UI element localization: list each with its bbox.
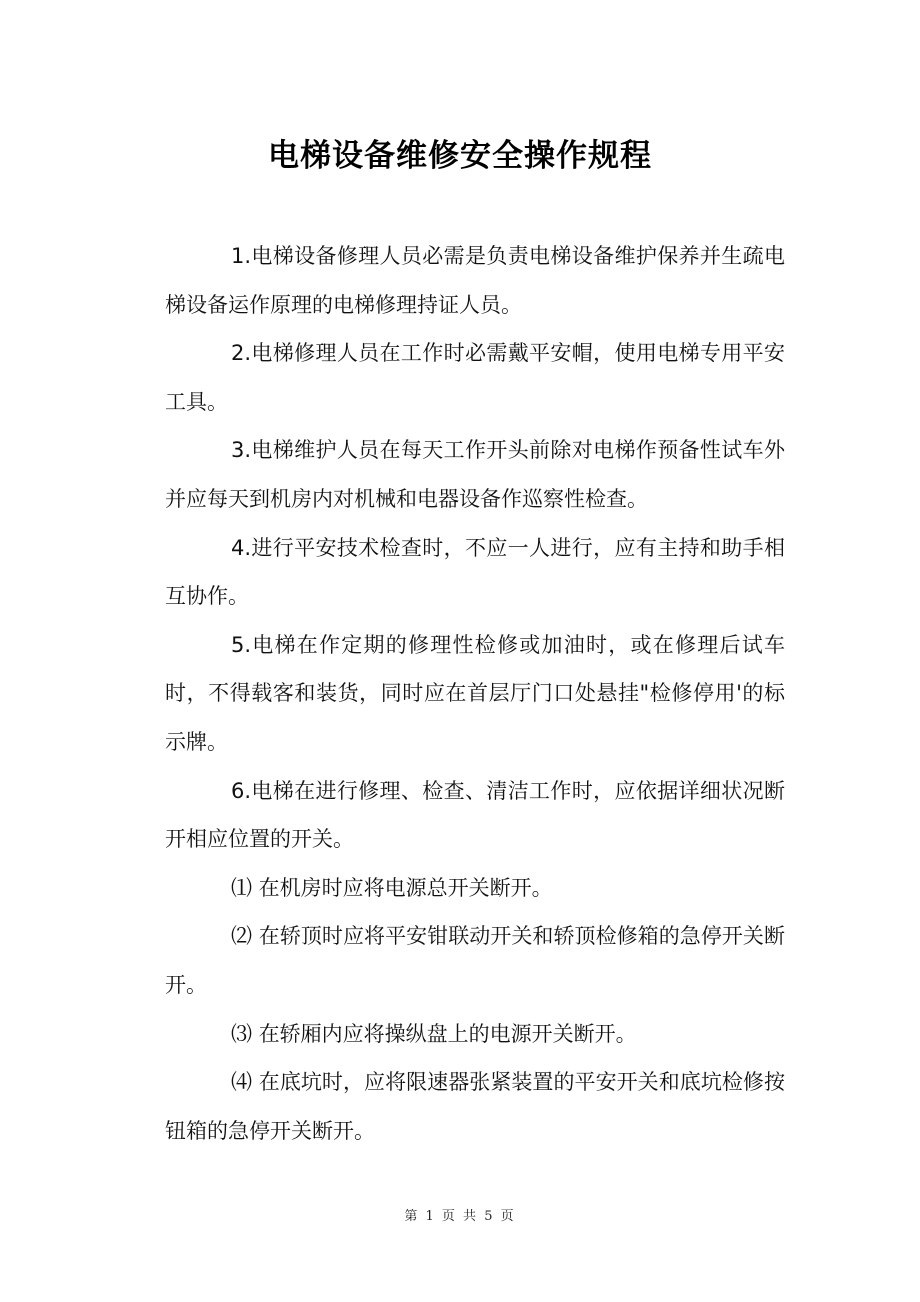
page-footer: 第 1 页 共 5 页	[404, 1209, 516, 1224]
paragraph-5: 5.电梯在作定期的修理性检修或加油时，或在修理后试车时，不得载客和装货，同时应在首层厅门口处悬挂"检修停用'的标示牌。	[165, 632, 785, 754]
paragraph-2: 2.电梯修理人员在工作时必需戴平安帽，使用电梯专用平安工具。	[165, 341, 785, 414]
sub-item-3: ⑶ 在轿厢内应将操纵盘上的电源开关断开。	[231, 1021, 637, 1046]
paragraph-1: 1.电梯设备修理人员必需是负责电梯设备维护保养并生疏电梯设备运作原理的电梯修理持证人员。	[165, 244, 785, 317]
document-title: 电梯设备维修安全操作规程	[268, 138, 652, 174]
paragraph-6: 6.电梯在进行修理、检查、清洁工作时，应依据详细状况断开相应位置的开关。	[165, 778, 785, 852]
paragraph-3: 3.电梯维护人员在每天工作开头前除对电梯作预备性试车外并应每天到机房内对机械和电器设备作巡察性检查。	[165, 438, 785, 511]
sub-item-2: ⑵ 在轿顶时应将平安钳联动开关和轿顶检修箱的急停开关断开。	[165, 924, 785, 997]
sub-item-1: ⑴ 在机房时应将电源总开关断开。	[231, 875, 553, 900]
document-body	[165, 232, 785, 1155]
sub-item-4: ⑷ 在底坑时，应将限速器张紧装置的平安开关和底坑检修按钮箱的急停开关断开。	[165, 1070, 785, 1143]
paragraph-4: 4.进行平安技术检查时，不应一人进行，应有主持和助手相互协作。	[165, 535, 785, 609]
